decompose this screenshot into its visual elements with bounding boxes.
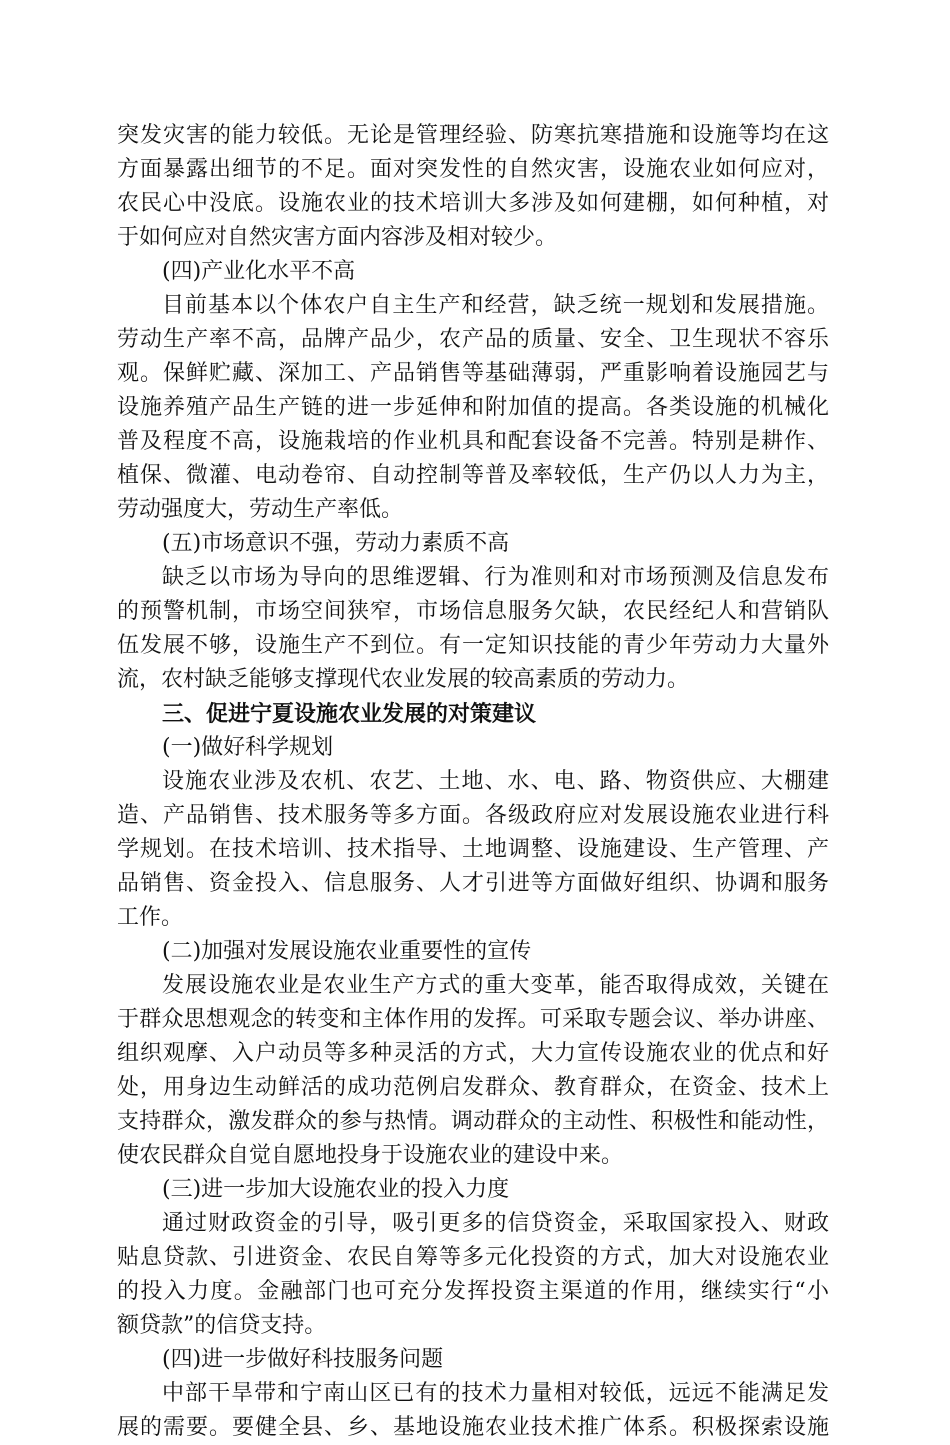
body-text-line: 缺乏以市场为导向的思维逻辑、行为准则和对市场预测及信息发布	[162, 565, 829, 590]
body-text-line: 设施养殖产品生产链的进一步延伸和附加值的提高。各类设施的机械化	[117, 395, 829, 420]
body-text-line: 支持群众，激发群众的参与热情。调动群众的主动性、积极性和能动性，	[117, 1109, 829, 1134]
body-text-line: 农民心中没底。设施农业的技术培训大多涉及如何建棚，如何种植，对	[117, 191, 829, 216]
body-text-line: 的投入力度。金融部门也可充分发挥投资主渠道的作用，继续实行“小	[117, 1279, 829, 1304]
document-page	[117, 119, 829, 1445]
body-text-line: 的预警机制，市场空间狭窄，市场信息服务欠缺，农民经纪人和营销队	[117, 599, 829, 624]
subsection-heading: (四)进一步做好科技服务问题	[162, 1347, 444, 1372]
body-text-line: 突发灾害的能力较低。无论是管理经验、防寒抗寒措施和设施等均在这	[117, 123, 829, 148]
subsection-heading: (四)产业化水平不高	[162, 259, 356, 284]
body-text-line: 劳动生产率不高，品牌产品少，农产品的质量、安全、卫生现状不容乐	[117, 327, 829, 352]
body-text-line: 设施农业涉及农机、农艺、土地、水、电、路、物资供应、大棚建	[162, 769, 829, 794]
body-text-line: 贴息贷款、引进资金、农民自筹等多元化投资的方式，加大对设施农业	[117, 1245, 829, 1270]
body-text-line: 处，用身边生动鲜活的成功范例启发群众、教育群众，在资金、技术上	[117, 1075, 829, 1100]
subsection-heading: (二)加强对发展设施农业重要性的宣传	[162, 939, 532, 964]
subsection-heading: (三)进一步加大设施农业的投入力度	[162, 1177, 510, 1202]
body-text-line: 额贷款”的信贷支持。	[117, 1313, 327, 1338]
body-text-line: 流，农村缺乏能够支撑现代农业发展的较高素质的劳动力。	[117, 667, 690, 692]
subsection-heading: (五)市场意识不强，劳动力素质不高	[162, 531, 510, 556]
section-heading: 三、促进宁夏设施农业发展的对策建议	[162, 701, 537, 727]
body-text-line: 工作。	[117, 905, 184, 930]
body-text-line: 普及程度不高，设施栽培的作业机具和配套设备不完善。特别是耕作、	[117, 429, 829, 454]
subsection-heading: (一)做好科学规划	[162, 735, 334, 760]
body-text-line: 学规划。在技术培训、技术指导、土地调整、设施建设、生产管理、产	[117, 837, 829, 862]
body-text-line: 中部干旱带和宁南山区已有的技术力量相对较低，远远不能满足发	[162, 1381, 829, 1406]
body-text-line: 使农民群众自觉自愿地投身于设施农业的建设中来。	[117, 1143, 624, 1168]
body-text-line: 观。保鲜贮藏、深加工、产品销售等基础薄弱，严重影响着设施园艺与	[117, 361, 829, 386]
body-text-line: 造、产品销售、技术服务等多方面。各级政府应对发展设施农业进行科	[117, 803, 829, 828]
body-text-line: 展的需要。要健全县、乡、基地设施农业技术推广体系。积极探索设施	[117, 1415, 829, 1440]
body-text-line: 目前基本以个体农户自主生产和经营，缺乏统一规划和发展措施。	[162, 293, 829, 318]
body-text-line: 于如何应对自然灾害方面内容涉及相对较少。	[117, 225, 558, 250]
body-text-line: 植保、微灌、电动卷帘、自动控制等普及率较低，生产仍以人力为主，	[117, 463, 829, 488]
body-text-line: 劳动强度大，劳动生产率低。	[117, 497, 404, 522]
body-text-line: 通过财政资金的引导，吸引更多的信贷资金，采取国家投入、财政	[162, 1211, 829, 1236]
body-text-line: 伍发展不够，设施生产不到位。有一定知识技能的青少年劳动力大量外	[117, 633, 829, 658]
body-text-line: 组织观摩、入户动员等多种灵活的方式，大力宣传设施农业的优点和好	[117, 1041, 829, 1066]
body-text-line: 发展设施农业是农业生产方式的重大变革，能否取得成效，关键在	[162, 973, 829, 998]
body-text-line: 方面暴露出细节的不足。面对突发性的自然灾害，设施农业如何应对，	[117, 157, 829, 182]
body-text-line: 于群众思想观念的转变和主体作用的发挥。可采取专题会议、举办讲座、	[117, 1007, 829, 1032]
body-text-line: 品销售、资金投入、信息服务、人才引进等方面做好组织、协调和服务	[117, 871, 829, 896]
